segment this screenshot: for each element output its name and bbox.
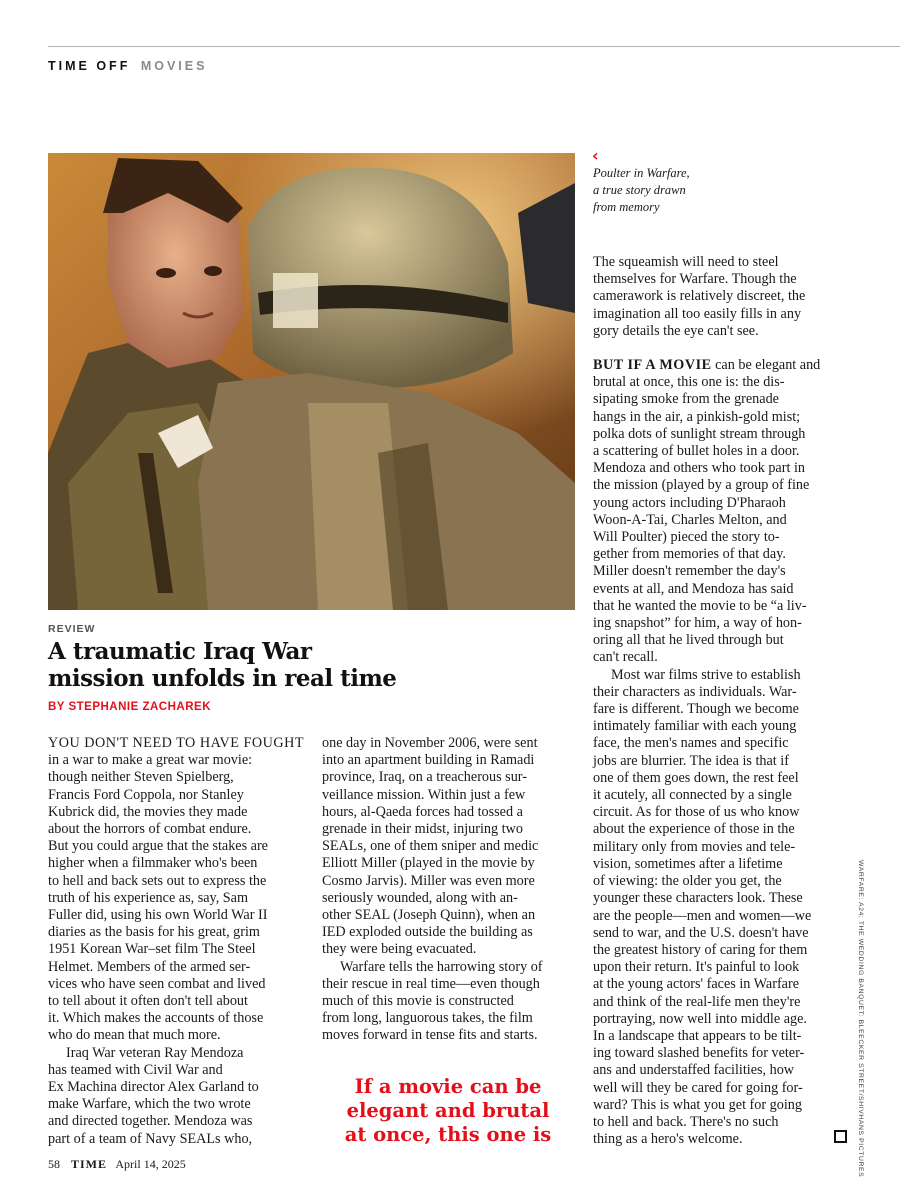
section-header — [48, 59, 207, 73]
article-headline — [48, 638, 568, 692]
body-line: Francis Ford Coppola, nor Stanley — [48, 786, 244, 803]
body-line: province, Iraq, on a treacherous sur- — [322, 769, 527, 786]
body-line: and think of the real-life men they're — [593, 993, 801, 1010]
body-line: higher when a filmmaker who's been — [48, 855, 258, 872]
body-line: in a war to make a great war movie: — [48, 752, 253, 769]
section-label: TIME OFF — [48, 59, 131, 73]
body-line: intimately familiar with each young — [593, 718, 797, 735]
body-line: Cosmo Jarvis). Miller was even more — [322, 872, 535, 889]
body-line: ing toward slashed benefits for veter- — [593, 1045, 805, 1062]
body-line: imagination all too easily fills in any — [593, 305, 802, 322]
body-line: ans and understaffed facilities, how — [593, 1062, 795, 1079]
pull-quote-line: elegant and brutal — [346, 1099, 550, 1122]
body-line: Mendoza and others who took part in — [593, 460, 805, 477]
body-line: much of this movie is constructed — [322, 993, 514, 1010]
body-line: one day in November 2006, were sent — [322, 735, 538, 751]
pull-quote-line: If a movie can be — [354, 1075, 542, 1098]
photo-credit: WARFARE: A24; THE WEDDING BANQUET: BLEECKER STREET/SHIVHANS PICTURES — [857, 860, 864, 1178]
lead-in-rest: can be elegant and — [711, 357, 821, 373]
body-line: their rescue in real time—even though — [322, 975, 540, 992]
photo-caption — [593, 165, 723, 216]
body-line: military only from movies and tele- — [593, 838, 796, 855]
body-line: IED exploded outside the building as — [322, 924, 533, 941]
body-line: at the young actors' faces in Warfare — [593, 976, 799, 993]
body-line: face, the men's names and specific — [593, 735, 789, 752]
body-line: Kubrick did, the movies they made — [48, 803, 248, 820]
caption-line: Poulter in Warfare, — [593, 166, 690, 180]
body-line: circuit. As for those of us who know — [593, 804, 800, 821]
body-line: hangs in the air, a pinkish-gold mist; — [593, 408, 801, 425]
article-byline: BY STEPHANIE ZACHAREK — [48, 701, 211, 713]
body-line: a scattering of bullet holes in a door. — [593, 443, 800, 460]
body-line — [593, 357, 820, 374]
body-line: In a landscape that appears to be tilt- — [593, 1027, 802, 1044]
caption-line: from memory — [593, 200, 660, 214]
body-line: gether from memories of that day. — [593, 546, 786, 563]
magazine-name: TIME — [71, 1157, 108, 1171]
article-photo — [48, 153, 575, 610]
body-line: that he wanted the movie to be “a liv- — [593, 597, 807, 614]
body-line: themselves for Warfare. Though the — [593, 271, 797, 288]
article-kicker: REVIEW — [48, 623, 96, 635]
body-line: sipating smoke from the grenade — [593, 391, 779, 408]
body-line: Miller doesn't remember the day's — [593, 563, 786, 580]
body-line: Helmet. Members of the armed ser- — [48, 958, 251, 975]
body-line: Elliott Miller (played in the movie by — [322, 855, 535, 872]
body-line: make Warfare, which the two wrote — [48, 1096, 251, 1113]
body-line: ward? This is what you get for going — [593, 1096, 802, 1113]
body-line: one of them goes down, the rest feel — [593, 769, 799, 786]
body-line: to tell about it often don't tell about — [48, 993, 248, 1010]
body-line: polka dots of sunlight stream through — [593, 425, 806, 442]
body-line: can't recall. — [593, 649, 658, 666]
headline-line: mission unfolds in real time — [48, 665, 397, 692]
body-line: veillance mission. Within just a few — [322, 786, 526, 803]
body-line: camerawork is relatively discreet, the — [593, 288, 806, 305]
lead-in-text: BUT IF A MOVIE — [593, 357, 712, 373]
body-line: vision, sometimes after a lifetime — [593, 855, 783, 872]
body-line: Ex Machina director Alex Garland to — [48, 1079, 259, 1096]
body-line: Iraq War veteran Ray Mendoza — [66, 1044, 244, 1061]
body-line: they were being evacuated. — [322, 941, 477, 958]
body-line: are the people—men and women—we — [593, 907, 812, 924]
body-line: ing snapshot” for him, a way of hon- — [593, 615, 802, 632]
body-line: brutal at once, this one is: the dis- — [593, 374, 785, 391]
body-line: Will Poulter) pieced the story to- — [593, 529, 780, 546]
subsection-label: MOVIES — [140, 59, 208, 73]
caption-arrow-icon: ‹ — [592, 146, 599, 165]
pull-quote-line: at once, this one is — [344, 1123, 552, 1146]
end-of-story-icon — [834, 1130, 847, 1143]
body-line: to hell and back. There's no such — [593, 1113, 779, 1130]
body-line: the mission (played by a group of fine — [593, 477, 810, 494]
body-line: their characters as individuals. War- — [593, 683, 797, 700]
body-line: events at all, and Mendoza has said — [593, 580, 794, 597]
body-column-2 — [322, 735, 543, 1045]
body-line: hours, al-Qaeda forces had tossed a — [322, 803, 523, 820]
body-line: YOU DON'T NEED TO HAVE FOUGHT — [48, 735, 305, 751]
body-column-3 — [593, 357, 820, 1148]
body-line: fare is different. Though we become — [593, 701, 799, 718]
body-line: send to war, and the U.S. doesn't have — [593, 924, 809, 941]
body-line: younger these characters look. These — [593, 890, 803, 907]
body-line: from long, languorous takes, the film — [322, 1010, 533, 1027]
body-line: thing as a hero's welcome. — [593, 1131, 743, 1148]
page-number: 58 — [48, 1157, 60, 1171]
body-line: Warfare tells the harrowing story of — [340, 958, 543, 975]
body-line: The squeamish will need to steel — [593, 254, 779, 270]
body-line: moves forward in tense fits and starts. — [322, 1027, 538, 1044]
body-line: SEALs, one of them sniper and medic — [322, 838, 539, 855]
body-line: part of a team of Navy SEALs who, — [48, 1130, 253, 1147]
body-line: it acutely, all connected by a single — [593, 787, 792, 804]
header-rule — [48, 46, 900, 47]
caption-line: a true story drawn — [593, 183, 686, 197]
body-line: 1951 Korean War–set film The Steel — [48, 941, 256, 958]
body-line: Woon-A-Tai, Charles Melton, and — [593, 511, 787, 528]
pull-quote — [322, 1075, 574, 1147]
body-line: of viewing: the older you get, the — [593, 873, 782, 890]
body-line: truth of his experience as, say, Sam — [48, 889, 249, 906]
body-line: gory details the eye can't see. — [593, 322, 759, 339]
body-line: into an apartment building in Ramadi — [322, 752, 535, 769]
body-line: young actors including D'Pharaoh — [593, 494, 786, 511]
issue-date: April 14, 2025 — [115, 1157, 186, 1171]
body-line: about the horrors of combat endure. — [48, 821, 252, 838]
body-line: though neither Steven Spielberg, — [48, 769, 234, 786]
body-line: and directed together. Mendoza was — [48, 1113, 253, 1130]
body-line: has teamed with Civil War and — [48, 1061, 223, 1078]
body-line: Fuller did, using his own World War II — [48, 907, 268, 924]
body-line: well will they be cared for going for- — [593, 1079, 803, 1096]
body-line: grenade in their midst, injuring two — [322, 821, 523, 838]
body-line: diaries as the basis for his great, grim — [48, 924, 260, 941]
body-line: other SEAL (Joseph Quinn), when an — [322, 907, 536, 924]
body-line: portraying, now well into middle age. — [593, 1010, 807, 1027]
body-line: vices who have seen combat and lived — [48, 975, 266, 992]
body-line: Most war films strive to establish — [611, 666, 801, 683]
body-line: But you could argue that the stakes are — [48, 838, 268, 855]
body-line: it. Which makes the accounts of those — [48, 1010, 264, 1027]
body-column-3-intro — [593, 254, 805, 340]
body-line: who do mean that much more. — [48, 1027, 221, 1044]
page-footer — [48, 1157, 186, 1172]
photo-illustration — [48, 153, 575, 610]
body-column-1 — [48, 735, 304, 1148]
body-line: about the experience of those in the — [593, 821, 795, 838]
body-line: the greatest history of caring for them — [593, 941, 808, 958]
body-line: to hell and back sets out to express the — [48, 872, 267, 889]
body-line: upon their return. It's painful to look — [593, 959, 800, 976]
headline-line: A traumatic Iraq War — [48, 638, 312, 665]
body-line: seriously wounded, along with an- — [322, 889, 518, 906]
body-line: oring all that he lived through but — [593, 632, 784, 649]
body-line: jobs are blurrier. The idea is that if — [593, 752, 789, 769]
